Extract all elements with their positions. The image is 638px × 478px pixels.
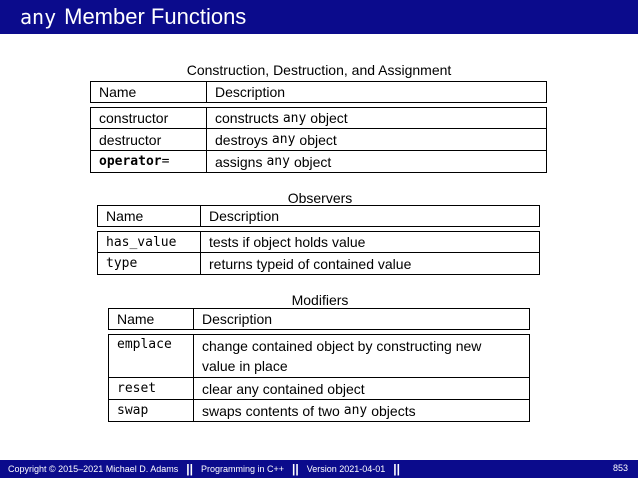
table-row <box>97 253 540 275</box>
header-description: Description <box>209 208 280 224</box>
row-description: change contained object by constructing new value in place <box>202 338 482 374</box>
row-name: destructor <box>91 129 207 150</box>
table-row <box>90 151 547 173</box>
row-name: emplace <box>109 335 194 377</box>
observers-header-row <box>97 205 540 227</box>
row-name: has_value <box>98 232 201 252</box>
header-description: Description <box>215 84 286 100</box>
row-name: swap <box>109 400 194 421</box>
section3-caption: Modifiers <box>291 292 349 308</box>
modifiers-table <box>108 308 530 422</box>
slide-title-bar <box>0 0 638 34</box>
row-name: operator = <box>91 151 207 172</box>
table-row <box>97 231 540 253</box>
table-row <box>108 400 530 422</box>
footer-version: Version 2021-04-01 <box>306 464 386 474</box>
title-code: any <box>20 5 57 29</box>
header-name: Name <box>109 309 194 329</box>
row-name: constructor <box>91 108 207 128</box>
row-description: returns typeid of contained value <box>209 255 412 272</box>
row-description: constructs any object <box>215 110 348 126</box>
title-text: Member Functions <box>64 4 247 29</box>
row-name: type <box>98 253 201 274</box>
table-row <box>90 107 547 129</box>
footer-separator: || <box>292 462 299 476</box>
row-description: tests if object holds value <box>209 234 366 250</box>
table-row <box>108 378 530 400</box>
header-description: Description <box>202 311 273 327</box>
observers-table <box>97 205 540 275</box>
table-row <box>108 334 530 378</box>
section1-caption: Construction, Destruction, and Assignment <box>186 62 452 78</box>
header-name: Name <box>98 206 201 226</box>
footer-copyright: Copyright © 2015–2021 Michael D. Adams <box>8 464 179 474</box>
row-description: clear any contained object <box>202 380 365 397</box>
footer-separator: || <box>186 462 193 476</box>
row-description: assigns any object <box>215 153 332 170</box>
row-name: reset <box>109 378 194 399</box>
footer-course: Programming in C++ <box>200 464 284 474</box>
section2-caption: Observers <box>287 190 353 206</box>
footer-separator: || <box>393 462 400 476</box>
header-name: Name <box>91 82 207 102</box>
row-description: swaps contents of two any objects <box>202 402 416 419</box>
construction-table <box>90 81 547 173</box>
construction-header-row <box>90 81 547 103</box>
row-description: destroys any object <box>215 131 337 148</box>
modifiers-header-row <box>108 308 530 330</box>
table-row <box>90 129 547 151</box>
footer-bar <box>0 460 638 478</box>
footer-page-number: 853 <box>612 463 628 473</box>
